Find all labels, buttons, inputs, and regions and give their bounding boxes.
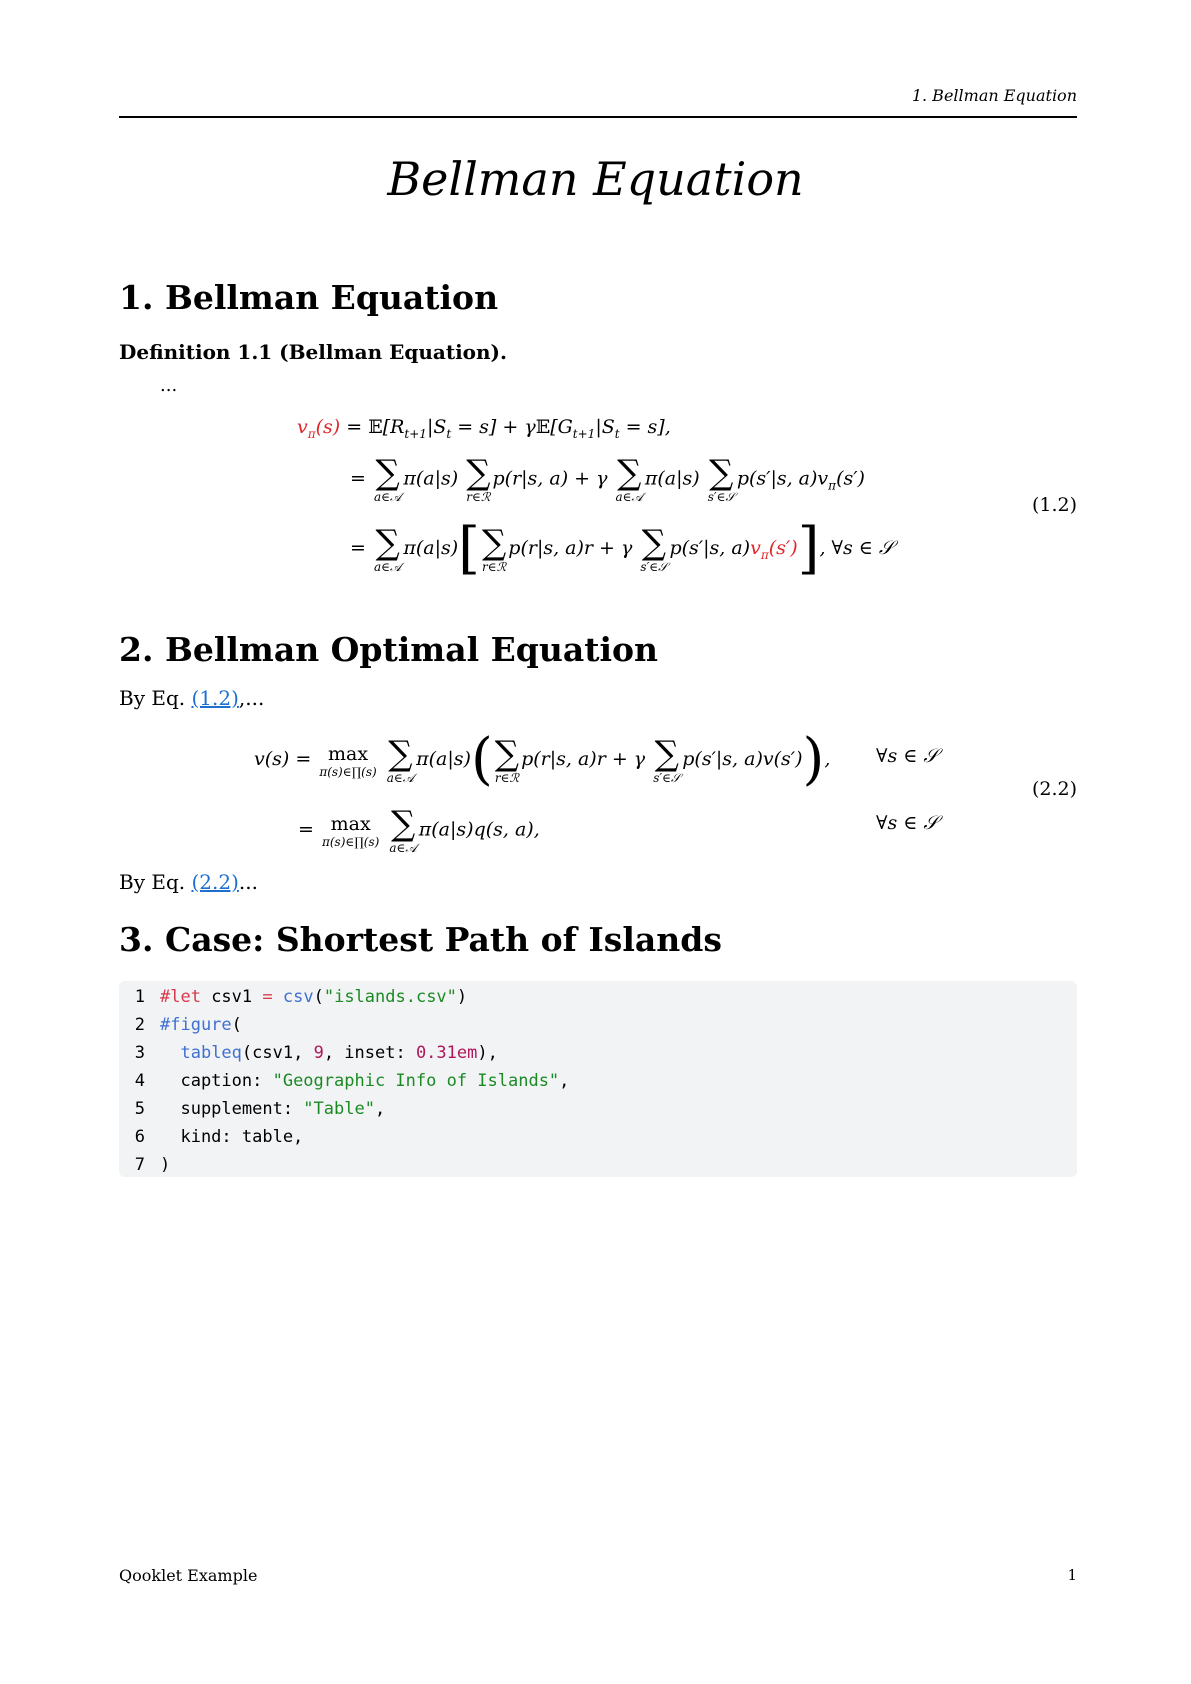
code-line-4: 4 caption: "Geographic Info of Islands", [134, 1071, 570, 1091]
eq12-number: (1.2) [1031, 494, 1077, 516]
code-line-7: 7 ) [134, 1155, 171, 1175]
definition-label: Definition 1.1 (Bellman Equation). [119, 340, 507, 364]
eq22-line2: = max π(s)∈∏(s) ∑ a∈𝒜 π(a|s)q(s, a), [298, 804, 540, 855]
eq22-number: (2.2) [1031, 778, 1077, 800]
paragraph-ref-1 [119, 686, 264, 710]
eq12-line1: $v_\pi(s)$ = $𝔼[R_{t+1}|S_t = s]$ + $\gamma 𝔼[G_{t+1}|S_t = s]$, [297, 416, 671, 441]
para1-prefix: By Eq. [119, 686, 192, 710]
section-2-heading: 2. Bellman Optimal Equation [119, 630, 658, 669]
code-line-1: 1 #let csv1 = csv("islands.csv") [134, 987, 468, 1007]
eq22-line1-condition: ∀s ∈ 𝒮 [876, 745, 939, 767]
eq12-line3: = ∑ a∈𝒜 π(a|s)[ ∑ r∈ℛ p(r|s, a)r + γ ∑ s′∈𝒮 p(s′|s, $a)v_\pi(s')$], ∀s ∈ 𝒮 [350, 516, 894, 581]
para1-suffix: ,... [238, 686, 265, 710]
code-line-2: 2 #figure( [134, 1015, 242, 1035]
document-title: Bellman Equation [387, 152, 804, 206]
section-1-heading: 1. Bellman Equation [119, 278, 499, 317]
eq-ref-1-2[interactable]: (1.2) [191, 686, 239, 710]
page-number: 1 [1067, 1566, 1077, 1584]
para2-prefix: By Eq. [119, 870, 192, 894]
code-line-6: 6 kind: table, [134, 1127, 304, 1147]
eq-ref-2-2[interactable]: (2.2) [191, 870, 239, 894]
code-line-5: 5 supplement: "Table", [134, 1099, 386, 1119]
footer-title: Qooklet Example [119, 1566, 258, 1585]
code-line-3: 3 tableq(csv1, 9, inset: 0.31em), [134, 1043, 498, 1063]
para2-suffix: ... [238, 870, 258, 894]
code-block[interactable] [119, 981, 1077, 1177]
header-rule [119, 116, 1077, 118]
definition-body: ... [160, 375, 178, 396]
section-3-heading: 3. Case: Shortest Path of Islands [119, 920, 722, 959]
paragraph-ref-2 [119, 870, 258, 894]
eq12-line2: = ∑ a∈𝒜 π(a|s) ∑ r∈ℛ p(r|s, a) + γ ∑ a∈𝒜 π(a|s) ∑ s′∈𝒮 p(s′|s, $a)v_\pi(s')$ [350, 453, 865, 504]
eq22-line1: v(s) = max π(s)∈∏(s) ∑ a∈𝒜 π(a|s)( ∑ r∈ℛ p(r|s, a)r + γ ∑ s′∈𝒮 p(s′|s, a)v(s′)), [254, 727, 831, 792]
running-header: 1. Bellman Equation [911, 86, 1077, 105]
eq22-line2-condition: ∀s ∈ 𝒮 [876, 812, 939, 834]
